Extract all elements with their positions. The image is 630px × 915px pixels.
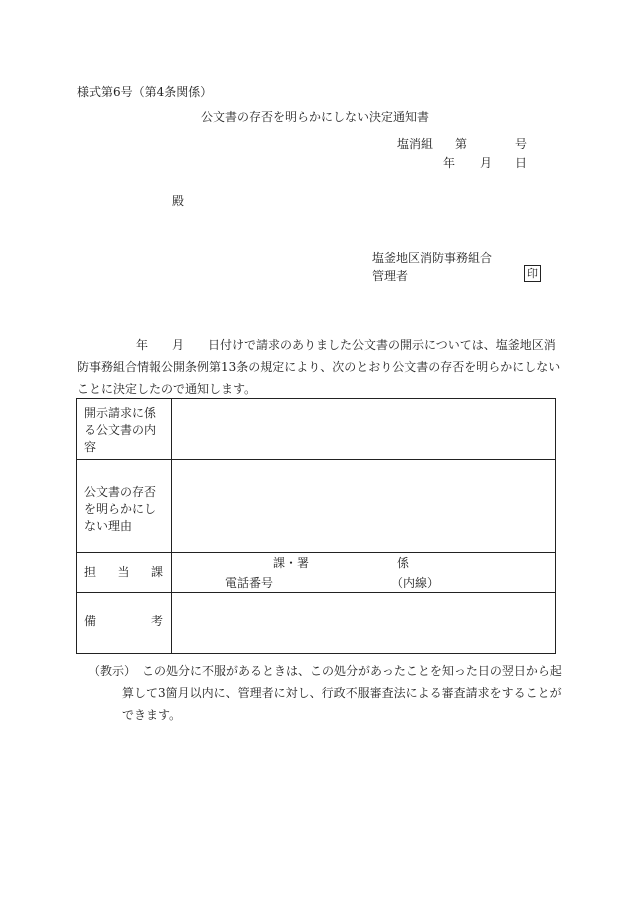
extension-label: （内線）	[391, 576, 440, 590]
instruction-note	[88, 660, 562, 726]
body-paragraph	[77, 334, 561, 400]
body-line: ことに決定したので通知します。	[77, 382, 257, 396]
note-label: （教示）	[88, 664, 137, 678]
addressee-suffix: 殿	[172, 194, 185, 208]
label-remarks: 備 考	[77, 593, 172, 654]
note-line: できます。	[122, 708, 182, 722]
date-year: 年	[443, 156, 456, 170]
section-label: 課・署	[273, 556, 310, 570]
issuer-organization: 塩釜地区消防事務組合	[372, 251, 493, 265]
field-reason	[172, 460, 556, 553]
field-remarks	[172, 593, 556, 654]
label-department: 担 当 課	[77, 553, 172, 593]
phone-label: 電話番号	[225, 576, 274, 590]
date-day: 日	[515, 156, 528, 170]
issuer-title: 管理者	[372, 269, 409, 283]
doc-number-dai: 第	[455, 137, 468, 151]
field-department	[172, 553, 556, 593]
subsection-label: 係	[397, 556, 410, 570]
body-line: 防事務組合情報公開条例第13条の規定により、次のとおり公文書の存否を明らかにしない	[77, 360, 561, 374]
note-line: 算して3箇月以内に、管理者に対し、行政不服審査法による審査請求をすることが	[122, 686, 562, 700]
form-number: 様式第6号（第4条関係）	[77, 85, 213, 99]
body-line: 年 月 日付けで請求のありました公文書の開示については、塩釜地区消	[136, 338, 556, 352]
table-row-request-content	[77, 399, 556, 460]
table-row-reason	[77, 460, 556, 553]
date-month: 月	[480, 156, 493, 170]
note-line: （教示） この処分に不服があるときは、この処分があったことを知った日の翌日から起	[88, 664, 562, 678]
field-request-content	[172, 399, 556, 460]
label-request-content: 開示請求に係 る公文書の内 容	[77, 399, 172, 460]
doc-number-prefix: 塩消組	[397, 137, 434, 151]
notice-table	[76, 398, 556, 654]
seal-mark: 印	[524, 265, 541, 282]
label-reason: 公文書の存否 を明らかにし ない理由	[77, 460, 172, 553]
table-row-remarks	[77, 593, 556, 654]
page-title: 公文書の存否を明らかにしない決定通知書	[201, 110, 430, 124]
doc-number-go: 号	[515, 137, 528, 151]
table-row-department	[77, 553, 556, 593]
